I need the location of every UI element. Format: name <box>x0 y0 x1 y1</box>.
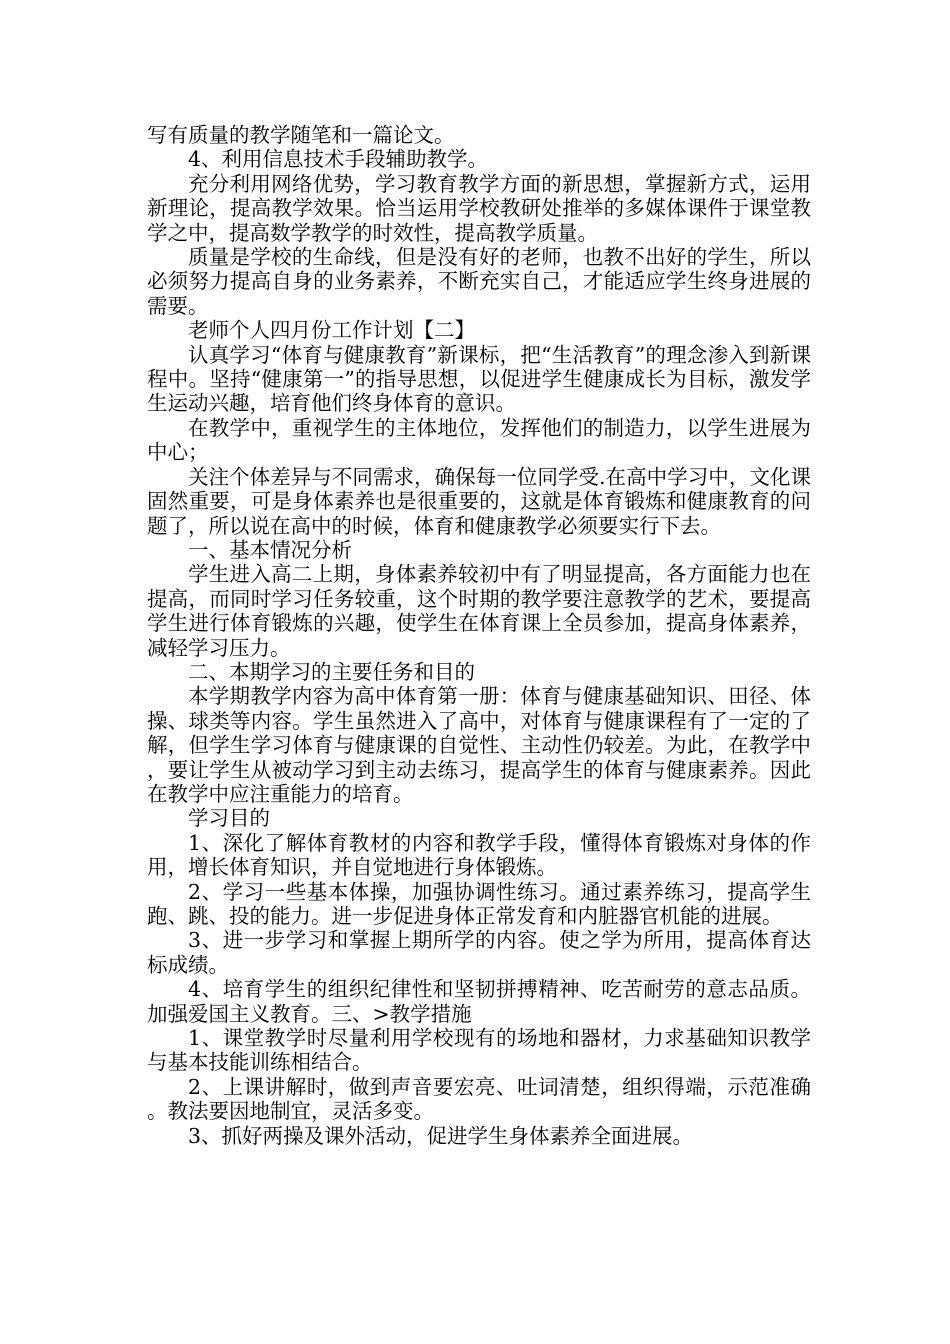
paragraph-measure-3: 3、抓好两操及课外活动，促进学生身体素养全面进展。 <box>188 1123 694 1148</box>
paragraph-network-advantage: 充分利用网络优势，学习教育教学方面的新思想，掌握新方式，运用新理论，提高教学效果。恰当运用学校教研处推举的多媒体课件于课堂教学之中，提高数学教学的时效性，提高教学质量。 <box>147 171 811 245</box>
paragraph-individual-differences: 关注个体差异与不同需求，确保每一位同学受.在高中学习中，文化课固然重要，可是身体素养也是很重要的，这就是体育锻炼和健康教育的问题了，所以说在高中的时候，体育和健康教学必须要实行下去。 <box>147 464 811 538</box>
paragraph-goal-1: 1、深化了解体育教材的内容和教学手段，懂得体育锻炼对身体的作用，增长体育知识，并自觉地进行身体锻炼。 <box>147 830 811 880</box>
paragraph-new-curriculum: 认真学习“体育与健康教育”新课标，把“生活教育”的理念渗入到新课程中。坚持“健康第一”的指导思想，以促进学生健康成长为目标，激发学生运动兴趣，培育他们终身体育的意识。 <box>147 342 811 416</box>
paragraph-grade-two: 学生进入高二上期，身体素养较初中有了明显提高，各方面能力也在提高，而同时学习任务较重，这个时期的教学要注意教学的艺术，要提高学生进行体育锻炼的兴趣，使学生在体育课上全员参加，提高身体素养，减轻学习压力。 <box>147 562 811 660</box>
paragraph-continuation: 写有质量的教学随笔和一篇论文。 <box>147 123 455 147</box>
heading-learning-goals: 学习目的 <box>188 806 270 831</box>
paragraph-quality-lifeline: 质量是学校的生命线，但是没有好的老师，也教不出好的学生，所以必须努力提高自身的业务素养，不断充实自己，才能适应学生终身进展的需要。 <box>147 245 811 318</box>
paragraph-student-subject: 在教学中，重视学生的主体地位，发挥他们的制造力，以学生进展为中心； <box>147 415 811 465</box>
heading-basic-analysis: 一、基本情况分析 <box>188 537 352 562</box>
section-title-plan-two: 老师个人四月份工作计划【二】 <box>188 318 475 343</box>
paragraph-goal-2: 2、学习一些基本体操，加强协调性练习。通过素养练习，提高学生跑、跳、投的能力。进一步促进身体正常发育和内脏器官机能的进展。 <box>147 879 811 928</box>
heading-main-tasks: 二、本期学习的主要任务和目的 <box>188 659 475 684</box>
paragraph-measure-1: 1、课堂教学时尽量利用学校现有的场地和器材，力求基础知识教学与基本技能训练相结合。 <box>147 1026 811 1075</box>
paragraph-goal-3: 3、进一步学习和掌握上期所学的内容。使之学为所用，提高体育达标成绩。 <box>147 928 811 977</box>
paragraph-semester-content: 本学期教学内容为高中体育第一册：体育与健康基础知识、田径、体操、球类等内容。学生虽然进入了高中，对体育与健康课程有了一定的了解，但学生学习体育与健康课的自觉性、主动性仍较差。为此，在教学中，要让学生从被动学习到主动去练习，提高学生的体育与健康素养。因此在教学中应注重能力的培育。 <box>147 684 811 806</box>
paragraph-goal-4: 4、培育学生的组织纪律性和坚韧拼搏精神、吃苦耐劳的意志品质。加强爱国主义教育。三、>教学措施 <box>147 977 811 1026</box>
paragraph-measure-2: 2、上课讲解时，做到声音要宏亮、吐词清楚，组织得端，示范准确。教法要因地制宜，灵活多变。 <box>147 1074 811 1124</box>
document-body <box>147 123 811 1148</box>
paragraph-item-4: 4、利用信息技术手段辅助教学。 <box>188 147 489 172</box>
